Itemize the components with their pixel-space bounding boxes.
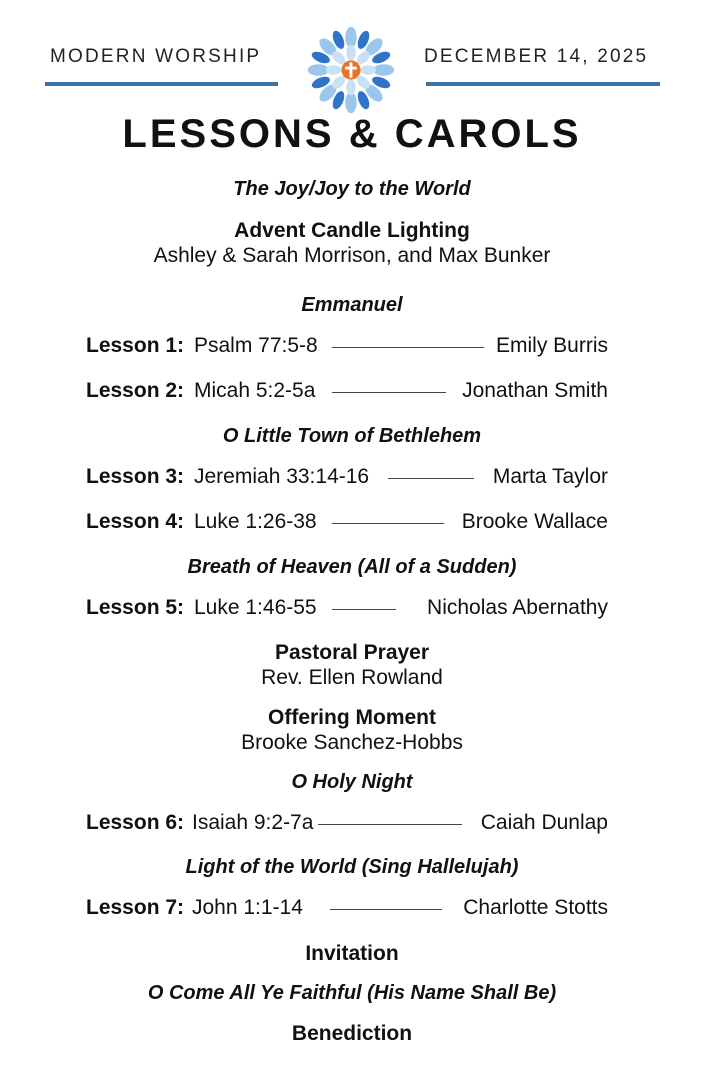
lesson-row	[86, 465, 608, 493]
invitation-heading: Invitation	[305, 942, 399, 965]
song-title: The Joy/Joy to the World	[233, 178, 471, 200]
lesson-label: Lesson 4:	[86, 510, 185, 533]
leader-line	[332, 347, 484, 348]
lesson-reference: Psalm 77:5-8	[194, 334, 318, 357]
song-title: Breath of Heaven (All of a Sudden)	[187, 556, 517, 578]
lesson-row	[86, 896, 608, 924]
lesson-label: Lesson 3:	[86, 465, 185, 488]
lesson-reference: Isaiah 9:2-7a	[192, 811, 314, 834]
song-title: O Holy Night	[291, 771, 413, 793]
leader-line	[330, 909, 442, 910]
lesson-reader: Emily Burris	[495, 334, 608, 357]
lesson-label: Lesson 2:	[86, 379, 185, 402]
lesson-row	[86, 510, 608, 538]
prayer-heading: Pastoral Prayer	[274, 641, 430, 664]
lesson-reader: Caiah Dunlap	[480, 811, 608, 834]
lesson-label: Lesson 7:	[86, 896, 185, 919]
header-right-text: DECEMBER 14, 2025	[424, 46, 649, 67]
leader-line	[332, 523, 444, 524]
lesson-label: Lesson 1:	[86, 334, 185, 357]
page-title: LESSONS & CAROLS	[122, 112, 582, 156]
lesson-reader: Charlotte Stotts	[463, 896, 608, 919]
song-title: O Little Town of Bethlehem	[222, 425, 482, 447]
lesson-reference: John 1:1-14	[192, 896, 303, 919]
leader-line	[332, 609, 396, 610]
lesson-reference: Luke 1:46-55	[194, 596, 317, 619]
advent-names: Ashley & Sarah Morrison, and Max Bunker	[153, 244, 551, 267]
offering-heading: Offering Moment	[268, 706, 436, 729]
lesson-row	[86, 596, 608, 624]
lesson-label: Lesson 5:	[86, 596, 185, 619]
song-title: Light of the World (Sing Hallelujah)	[185, 856, 519, 878]
leader-line	[388, 478, 474, 479]
lesson-row	[86, 811, 608, 839]
lesson-reader: Jonathan Smith	[462, 379, 608, 402]
lesson-row	[86, 379, 608, 407]
song-title: O Come All Ye Faithful (His Name Shall Be)	[147, 982, 557, 1004]
leader-line	[318, 824, 462, 825]
advent-heading: Advent Candle Lighting	[234, 219, 470, 242]
lesson-reference: Micah 5:2-5a	[194, 379, 316, 402]
offering-name: Brooke Sanchez-Hobbs	[241, 731, 463, 754]
header-left-text: MODERN WORSHIP	[50, 46, 262, 67]
flower-cross-icon	[303, 22, 399, 118]
benediction-heading: Benediction	[291, 1022, 413, 1045]
lesson-reference: Luke 1:26-38	[194, 510, 317, 533]
prayer-name: Rev. Ellen Rowland	[261, 666, 443, 689]
lesson-reader: Nicholas Abernathy	[427, 596, 608, 619]
song-title: Emmanuel	[301, 294, 403, 316]
lesson-row	[86, 334, 608, 362]
lesson-reader: Marta Taylor	[492, 465, 608, 488]
leader-line	[332, 392, 446, 393]
header-rule-right	[426, 82, 660, 86]
lesson-reference: Jeremiah 33:14-16	[194, 465, 370, 488]
lesson-label: Lesson 6:	[86, 811, 185, 834]
lesson-reader: Brooke Wallace	[461, 510, 608, 533]
header-rule-left	[45, 82, 278, 86]
